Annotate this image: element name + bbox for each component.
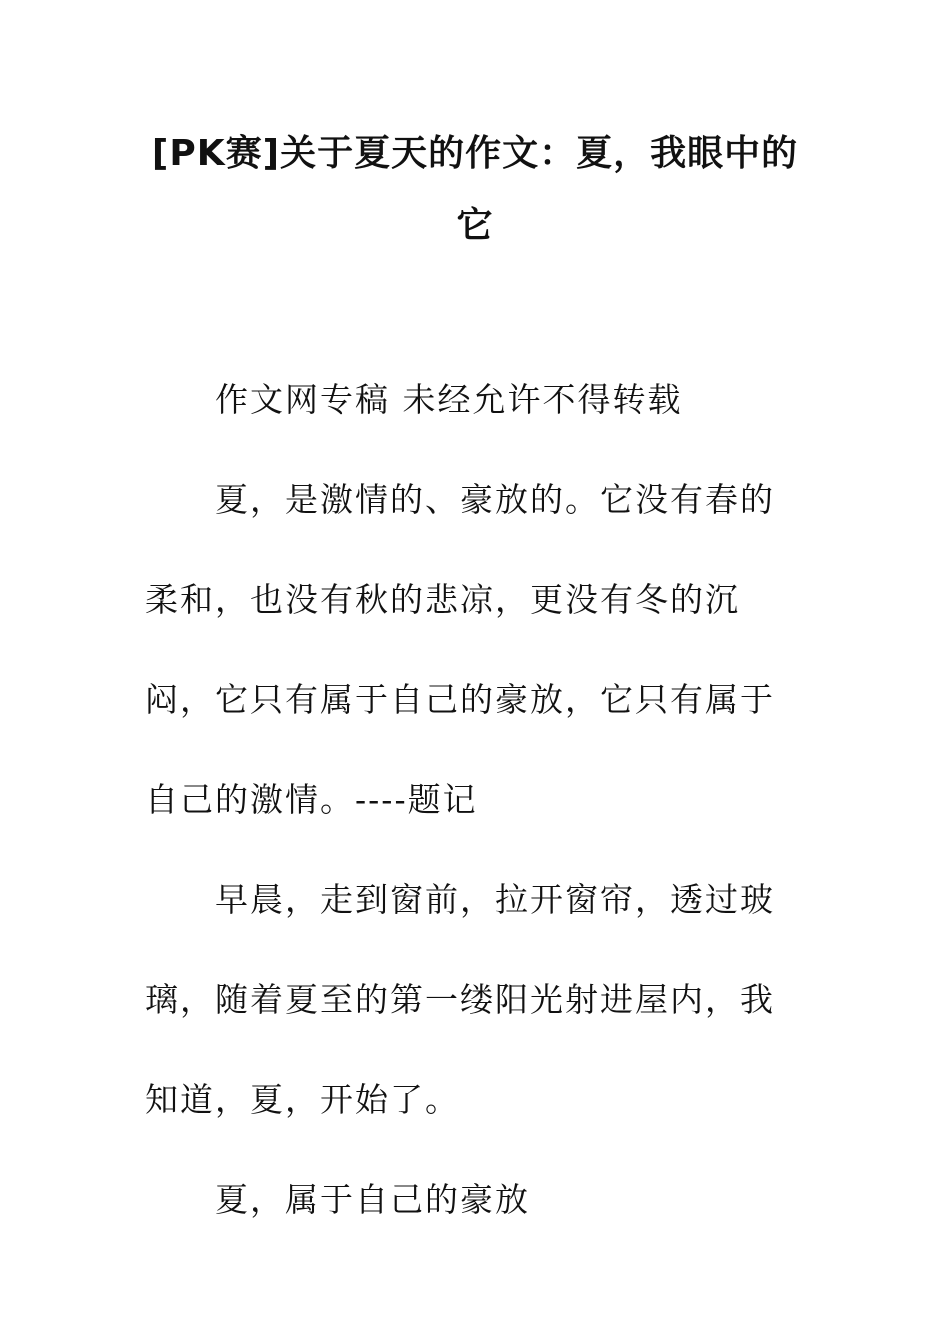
paragraph-morning: 早晨，走到窗前，拉开窗帘，透过玻璃，随着夏至的第一缕阳光射进屋内，我知道，夏，开始了。 bbox=[145, 880, 775, 1119]
paragraph-section-heading: 夏，属于自己的豪放 bbox=[215, 1180, 530, 1219]
page-title: [PK赛]关于夏天的作文：夏，我眼中的它 bbox=[151, 133, 799, 246]
paragraph-epigraph: 夏，是激情的、豪放的。它没有春的柔和，也没有秋的悲凉，更没有冬的沉闷，它只有属于自己的豪放，它只有属于自己的激情。----题记 bbox=[145, 480, 775, 819]
paragraph-copyright-note: 作文网专稿 未经允许不得转载 bbox=[215, 380, 683, 419]
article-body bbox=[145, 350, 795, 1250]
